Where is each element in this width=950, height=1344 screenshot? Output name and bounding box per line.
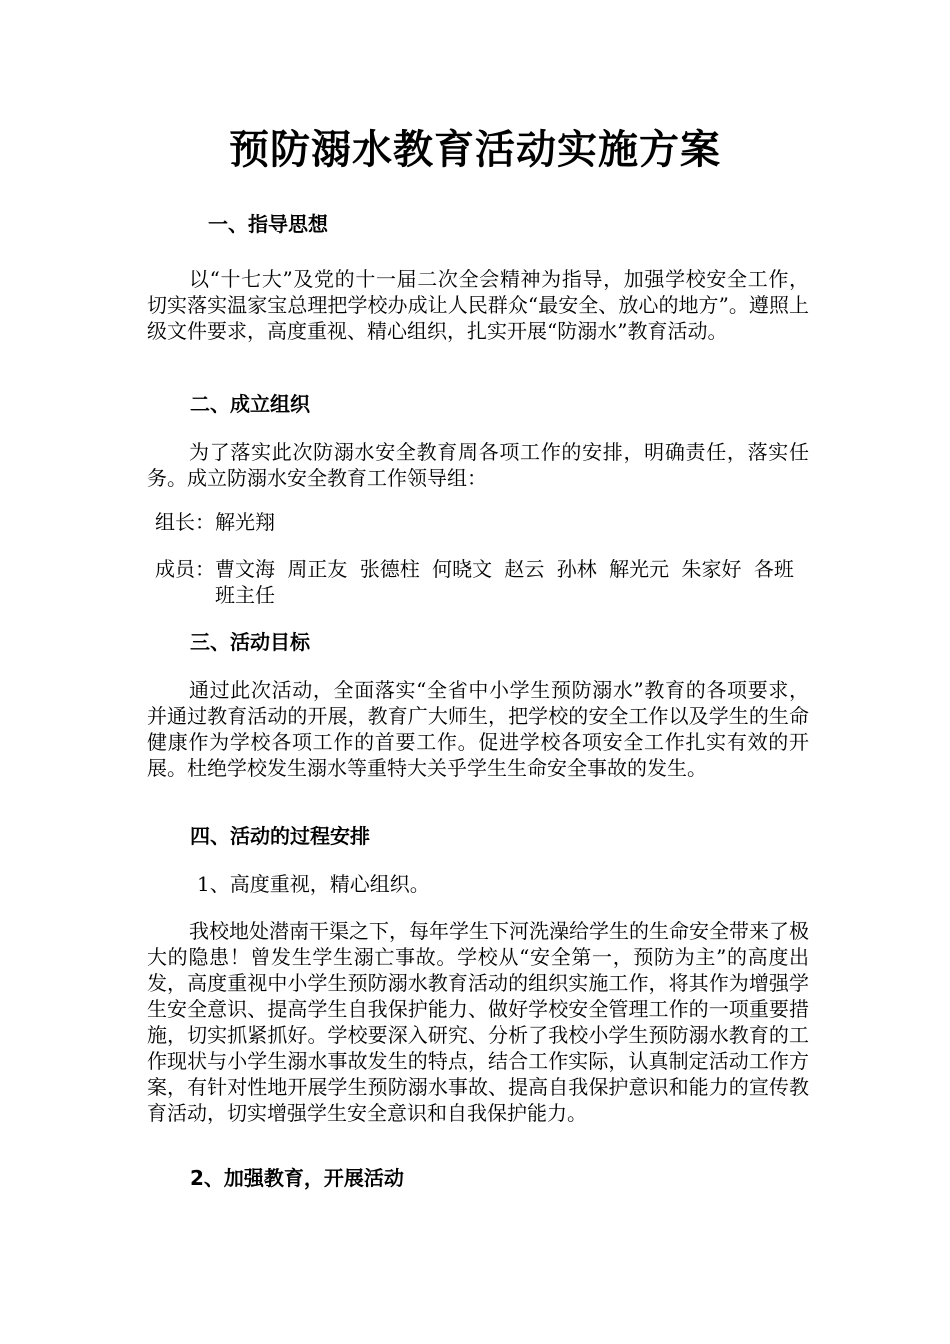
document-title: 预防溺水教育活动实施方案 xyxy=(229,127,721,173)
leader-line: 组长：解光翔 xyxy=(155,510,275,534)
section-heading-goals: 三、活动目标 xyxy=(190,630,310,654)
paragraph-guiding-ideology: 以“十七大”及党的十一届二次全会精神为指导，加强学校安全工作，切实落实温家宝总理把学校办成让人民群众“最安全、放心的地方”。遵照上级文件要求，高度重视、精心组织，扎实开展“防溺水”教育活动。 xyxy=(147,267,809,343)
section-heading-guiding-ideology: 一、指导思想 xyxy=(208,212,328,236)
section-heading-organization: 二、成立组织 xyxy=(190,392,310,416)
section-heading-process: 四、活动的过程安排 xyxy=(190,824,370,848)
paragraph-organization: 为了落实此次防溺水安全教育周各项工作的安排，明确责任，落实任务。成立防溺水安全教育工作领导组： xyxy=(147,440,809,490)
members-names: 曹文海 周正友 张德柱 何晓文 赵云 孙林 解光元 朱家好 各班班主任 xyxy=(215,557,794,607)
process-item-1: 1、高度重视，精心组织。 xyxy=(197,872,430,896)
paragraph-goals: 通过此次活动，全面落实“全省中小学生预防溺水”教育的各项要求，并通过教育活动的开展，教育广大师生，把学校的安全工作以及学生的生命健康作为学校各项工作的首要工作。促进学校各项安全工作扎实有效的开展。杜绝学校发生溺水等重特大关乎学生生命安全事故的发生。 xyxy=(147,678,809,780)
paragraph-process-detail: 我校地处潜南干渠之下，每年学生下河洗澡给学生的生命安全带来了极大的隐患！曾发生学生溺亡事故。学校从“安全第一，预防为主”的高度出发，高度重视中小学生预防溺水教育活动的组织实施工作，将其作为增强学生安全意识、提高学生自我保护能力、做好学校安全管理工作的一项重要措施，切实抓紧抓好。学校要深入研究、分析了我校小学生预防溺水教育的工作现状与小学生溺水事故发生的特点，结合工作实际，认真制定活动工作方案，有针对性地开展学生预防溺水事故、提高自我保护意识和能力的宣传教育活动，切实增强学生安全意识和自我保护能力。 xyxy=(147,919,809,1125)
members-label: 成员： xyxy=(155,557,215,581)
process-item-2: 2、加强教育，开展活动 xyxy=(190,1166,404,1190)
members-block xyxy=(155,556,795,608)
